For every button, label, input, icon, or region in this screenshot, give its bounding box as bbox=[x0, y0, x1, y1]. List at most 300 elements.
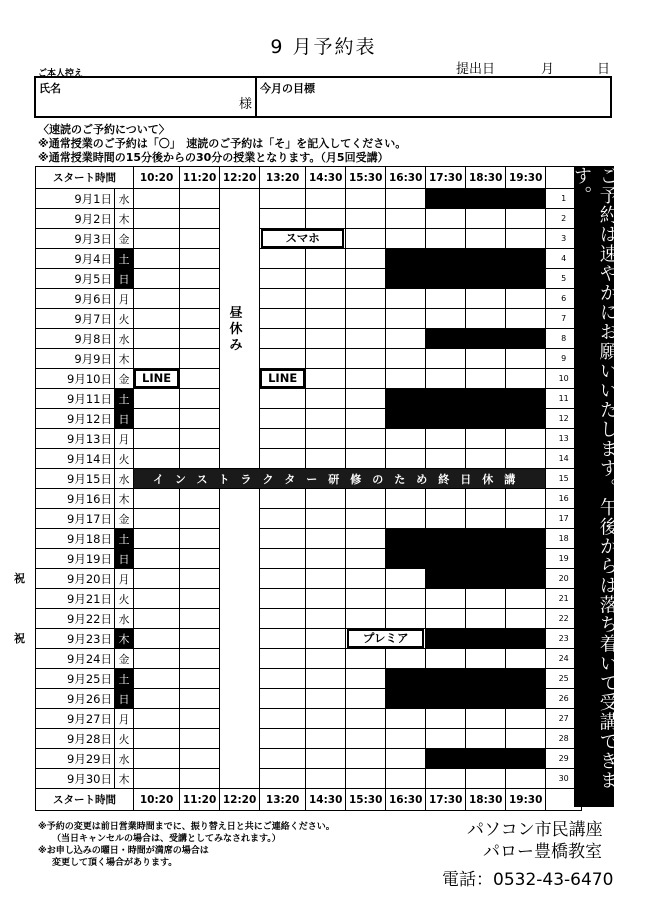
time-slot[interactable] bbox=[506, 429, 546, 449]
time-slot[interactable] bbox=[386, 769, 426, 789]
time-slot[interactable] bbox=[180, 209, 220, 229]
schedule-row bbox=[36, 209, 582, 229]
time-slot[interactable] bbox=[346, 269, 386, 289]
closed-day-banner: インストラクター研修のため終日休講 bbox=[134, 469, 546, 489]
page-title: 9 月予約表 bbox=[270, 36, 377, 58]
row-date: 9月1日 bbox=[36, 189, 115, 209]
time-slot[interactable] bbox=[134, 689, 180, 709]
schedule-row bbox=[36, 189, 582, 209]
time-slot[interactable] bbox=[134, 589, 180, 609]
row-number: 15 bbox=[546, 469, 582, 489]
class-tag: スマホ bbox=[261, 229, 344, 248]
time-slot[interactable] bbox=[306, 669, 346, 689]
time-slot[interactable] bbox=[426, 209, 466, 229]
row-number: 9 bbox=[546, 349, 582, 369]
footnote-line: ※お申し込みの曜日・時間が満席の場合は bbox=[38, 846, 209, 856]
time-slot[interactable] bbox=[466, 649, 506, 669]
time-slot[interactable] bbox=[466, 609, 506, 629]
time-slot[interactable] bbox=[134, 709, 180, 729]
row-weekday: 月 bbox=[115, 569, 134, 589]
time-slot[interactable] bbox=[306, 629, 346, 649]
time-slot[interactable] bbox=[306, 309, 346, 329]
time-slot[interactable] bbox=[466, 429, 506, 449]
time-slot[interactable] bbox=[260, 229, 346, 249]
time-slot[interactable] bbox=[134, 329, 180, 349]
time-slot[interactable] bbox=[134, 429, 180, 449]
time-slot[interactable] bbox=[426, 429, 466, 449]
row-date: 9月12日 bbox=[36, 409, 115, 429]
time-slot[interactable] bbox=[180, 509, 220, 529]
time-slot[interactable] bbox=[306, 369, 346, 389]
time-slot[interactable] bbox=[134, 729, 180, 749]
time-slot[interactable] bbox=[134, 249, 180, 269]
time-slot[interactable] bbox=[180, 669, 220, 689]
row-number: 17 bbox=[546, 509, 582, 529]
row-date: 9月11日 bbox=[36, 389, 115, 409]
time-slot[interactable] bbox=[180, 609, 220, 629]
header-row-top bbox=[36, 167, 582, 189]
time-slot[interactable] bbox=[260, 449, 306, 469]
time-slot[interactable] bbox=[386, 749, 426, 769]
time-slot[interactable] bbox=[306, 689, 346, 709]
time-header: 19:30 bbox=[506, 789, 546, 811]
time-slot[interactable] bbox=[134, 529, 180, 549]
time-slot[interactable] bbox=[506, 589, 546, 609]
time-slot[interactable] bbox=[466, 589, 506, 609]
time-slot[interactable] bbox=[346, 589, 386, 609]
time-header: 16:30 bbox=[386, 789, 426, 811]
time-slot[interactable] bbox=[134, 629, 180, 649]
time-slot[interactable] bbox=[426, 509, 466, 529]
booked-slot bbox=[386, 669, 426, 689]
time-slot[interactable] bbox=[134, 489, 180, 509]
time-slot[interactable] bbox=[260, 329, 306, 349]
class-tag: プレミア bbox=[347, 629, 424, 648]
booked-slot bbox=[466, 629, 506, 649]
time-slot[interactable] bbox=[386, 509, 426, 529]
time-slot[interactable] bbox=[180, 629, 220, 649]
time-slot[interactable] bbox=[306, 569, 346, 589]
row-number: 26 bbox=[546, 689, 582, 709]
row-date: 9月6日 bbox=[36, 289, 115, 309]
time-slot[interactable] bbox=[426, 729, 466, 749]
time-slot[interactable] bbox=[466, 729, 506, 749]
time-slot[interactable] bbox=[466, 289, 506, 309]
booked-slot bbox=[426, 269, 466, 289]
time-slot[interactable] bbox=[134, 669, 180, 689]
time-slot[interactable] bbox=[386, 729, 426, 749]
time-slot[interactable] bbox=[346, 349, 386, 369]
row-weekday: 日 bbox=[115, 689, 134, 709]
time-slot[interactable] bbox=[134, 449, 180, 469]
time-slot[interactable] bbox=[386, 229, 426, 249]
time-slot[interactable] bbox=[426, 649, 466, 669]
time-slot[interactable] bbox=[466, 449, 506, 469]
time-slot[interactable] bbox=[386, 649, 426, 669]
time-slot[interactable] bbox=[134, 569, 180, 589]
time-slot[interactable] bbox=[466, 309, 506, 329]
time-slot[interactable] bbox=[306, 509, 346, 529]
row-number: 18 bbox=[546, 529, 582, 549]
time-slot[interactable] bbox=[180, 389, 220, 409]
time-slot[interactable] bbox=[260, 429, 306, 449]
time-slot[interactable] bbox=[134, 289, 180, 309]
row-number: 19 bbox=[546, 549, 582, 569]
schedule-row bbox=[36, 549, 582, 569]
time-slot[interactable] bbox=[346, 509, 386, 529]
time-slot[interactable] bbox=[306, 769, 346, 789]
time-slot[interactable] bbox=[134, 209, 180, 229]
row-number: 14 bbox=[546, 449, 582, 469]
time-header: 13:20 bbox=[260, 167, 306, 189]
time-slot[interactable] bbox=[506, 309, 546, 329]
row-weekday: 金 bbox=[115, 509, 134, 529]
row-number: 20 bbox=[546, 569, 582, 589]
time-slot[interactable] bbox=[506, 449, 546, 469]
time-slot[interactable] bbox=[346, 769, 386, 789]
time-slot[interactable] bbox=[506, 289, 546, 309]
time-slot[interactable] bbox=[260, 349, 306, 369]
time-slot[interactable] bbox=[426, 609, 466, 629]
time-slot[interactable] bbox=[134, 769, 180, 789]
booked-slot bbox=[506, 689, 546, 709]
time-slot[interactable] bbox=[346, 749, 386, 769]
time-slot[interactable] bbox=[260, 489, 306, 509]
time-slot[interactable] bbox=[346, 689, 386, 709]
time-slot[interactable] bbox=[346, 649, 386, 669]
time-slot[interactable] bbox=[346, 549, 386, 569]
time-slot[interactable] bbox=[426, 289, 466, 309]
schedule-row bbox=[36, 469, 582, 489]
time-slot[interactable] bbox=[346, 249, 386, 269]
time-slot[interactable] bbox=[306, 249, 346, 269]
time-slot[interactable] bbox=[466, 209, 506, 229]
schedule-row bbox=[36, 509, 582, 529]
time-slot[interactable] bbox=[426, 489, 466, 509]
time-slot[interactable] bbox=[426, 589, 466, 609]
time-slot[interactable] bbox=[306, 749, 346, 769]
time-slot[interactable] bbox=[180, 729, 220, 749]
time-slot[interactable] bbox=[260, 189, 306, 209]
time-slot[interactable] bbox=[506, 769, 546, 789]
time-slot[interactable] bbox=[180, 249, 220, 269]
time-slot[interactable] bbox=[346, 409, 386, 429]
time-slot[interactable] bbox=[386, 349, 426, 369]
time-slot[interactable] bbox=[346, 729, 386, 749]
time-slot[interactable] bbox=[306, 709, 346, 729]
time-slot[interactable] bbox=[346, 309, 386, 329]
row-number: 7 bbox=[546, 309, 582, 329]
booked-slot bbox=[466, 409, 506, 429]
time-slot[interactable] bbox=[346, 229, 386, 249]
time-slot[interactable] bbox=[134, 349, 180, 369]
row-weekday: 金 bbox=[115, 229, 134, 249]
time-slot[interactable] bbox=[386, 209, 426, 229]
time-slot[interactable] bbox=[306, 389, 346, 409]
time-slot[interactable] bbox=[134, 409, 180, 429]
time-slot[interactable] bbox=[306, 609, 346, 629]
time-slot[interactable] bbox=[346, 289, 386, 309]
time-slot[interactable] bbox=[386, 449, 426, 469]
footnote-line: （当日キャンセルの場合は、受講としてみなされます。） bbox=[52, 834, 281, 844]
time-slot[interactable] bbox=[386, 489, 426, 509]
footnote-line: ※予約の変更は前日営業時間までに、振り替え日と共にご連絡ください。 bbox=[38, 822, 335, 832]
schedule-row bbox=[36, 329, 582, 349]
booked-slot bbox=[466, 689, 506, 709]
start-time-header: スタート時間 bbox=[36, 789, 134, 811]
time-slot[interactable] bbox=[180, 589, 220, 609]
booked-slot bbox=[426, 409, 466, 429]
time-slot[interactable] bbox=[260, 609, 306, 629]
time-slot[interactable] bbox=[346, 209, 386, 229]
time-slot[interactable] bbox=[506, 729, 546, 749]
time-slot[interactable] bbox=[260, 769, 306, 789]
time-header: 19:30 bbox=[506, 167, 546, 189]
time-slot[interactable] bbox=[426, 229, 466, 249]
time-slot[interactable] bbox=[180, 229, 220, 249]
time-slot[interactable] bbox=[306, 409, 346, 429]
time-slot[interactable] bbox=[180, 709, 220, 729]
booked-slot bbox=[506, 529, 546, 549]
time-slot[interactable] bbox=[134, 509, 180, 529]
time-slot[interactable] bbox=[346, 629, 426, 649]
time-slot[interactable] bbox=[180, 569, 220, 589]
row-number: 11 bbox=[546, 389, 582, 409]
row-date: 9月18日 bbox=[36, 529, 115, 549]
time-slot[interactable] bbox=[180, 309, 220, 329]
time-slot[interactable] bbox=[466, 229, 506, 249]
time-slot[interactable] bbox=[466, 489, 506, 509]
time-slot[interactable] bbox=[306, 209, 346, 229]
time-slot[interactable] bbox=[134, 369, 180, 389]
time-slot[interactable] bbox=[346, 369, 386, 389]
time-slot[interactable] bbox=[426, 449, 466, 469]
row-date: 9月15日 bbox=[36, 469, 115, 489]
time-slot[interactable] bbox=[466, 369, 506, 389]
time-slot[interactable] bbox=[386, 329, 426, 349]
time-slot[interactable] bbox=[506, 509, 546, 529]
time-slot[interactable] bbox=[506, 649, 546, 669]
booked-slot bbox=[386, 409, 426, 429]
time-slot[interactable] bbox=[260, 729, 306, 749]
time-slot[interactable] bbox=[260, 629, 306, 649]
time-slot[interactable] bbox=[260, 549, 306, 569]
time-slot[interactable] bbox=[346, 709, 386, 729]
time-slot[interactable] bbox=[306, 729, 346, 749]
schedule-row bbox=[36, 409, 582, 429]
time-slot[interactable] bbox=[426, 349, 466, 369]
time-slot[interactable] bbox=[180, 409, 220, 429]
time-slot[interactable] bbox=[466, 349, 506, 369]
row-weekday: 火 bbox=[115, 729, 134, 749]
row-weekday: 日 bbox=[115, 269, 134, 289]
time-slot[interactable] bbox=[180, 349, 220, 369]
time-slot[interactable] bbox=[306, 329, 346, 349]
time-slot[interactable] bbox=[260, 269, 306, 289]
time-slot[interactable] bbox=[386, 369, 426, 389]
time-slot[interactable] bbox=[260, 289, 306, 309]
time-slot[interactable] bbox=[180, 529, 220, 549]
time-slot[interactable] bbox=[260, 389, 306, 409]
time-slot[interactable] bbox=[466, 509, 506, 529]
time-slot[interactable] bbox=[426, 769, 466, 789]
row-weekday: 水 bbox=[115, 469, 134, 489]
row-date: 9月7日 bbox=[36, 309, 115, 329]
row-date: 9月8日 bbox=[36, 329, 115, 349]
time-slot[interactable] bbox=[306, 649, 346, 669]
time-slot[interactable] bbox=[260, 249, 306, 269]
time-slot[interactable] bbox=[386, 569, 426, 589]
time-slot[interactable] bbox=[466, 709, 506, 729]
time-slot[interactable] bbox=[386, 709, 426, 729]
start-time-header: スタート時間 bbox=[36, 167, 134, 189]
time-slot[interactable] bbox=[134, 269, 180, 289]
booked-slot bbox=[386, 529, 426, 549]
row-date: 9月13日 bbox=[36, 429, 115, 449]
time-slot[interactable] bbox=[180, 489, 220, 509]
row-number: 27 bbox=[546, 709, 582, 729]
time-slot[interactable] bbox=[134, 389, 180, 409]
time-slot[interactable] bbox=[180, 689, 220, 709]
schedule-row bbox=[36, 589, 582, 609]
time-slot[interactable] bbox=[180, 429, 220, 449]
time-slot[interactable] bbox=[134, 649, 180, 669]
time-slot[interactable] bbox=[260, 409, 306, 429]
time-slot[interactable] bbox=[306, 429, 346, 449]
row-date: 9月3日 bbox=[36, 229, 115, 249]
time-slot[interactable] bbox=[506, 209, 546, 229]
time-slot[interactable] bbox=[260, 209, 306, 229]
time-slot[interactable] bbox=[134, 229, 180, 249]
time-slot[interactable] bbox=[386, 309, 426, 329]
time-slot[interactable] bbox=[180, 289, 220, 309]
time-slot[interactable] bbox=[426, 369, 466, 389]
time-slot[interactable] bbox=[386, 189, 426, 209]
time-slot[interactable] bbox=[506, 229, 546, 249]
time-slot[interactable] bbox=[346, 329, 386, 349]
schedule-row bbox=[36, 569, 582, 589]
time-slot[interactable] bbox=[346, 389, 386, 409]
time-slot[interactable] bbox=[260, 569, 306, 589]
row-weekday: 火 bbox=[115, 449, 134, 469]
time-slot[interactable] bbox=[134, 549, 180, 569]
time-slot[interactable] bbox=[180, 189, 220, 209]
time-slot[interactable] bbox=[506, 609, 546, 629]
time-slot[interactable] bbox=[426, 709, 466, 729]
time-slot[interactable] bbox=[506, 489, 546, 509]
time-slot[interactable] bbox=[180, 329, 220, 349]
time-slot[interactable] bbox=[346, 429, 386, 449]
time-slot[interactable] bbox=[134, 309, 180, 329]
row-weekday: 木 bbox=[115, 629, 134, 649]
time-slot[interactable] bbox=[180, 749, 220, 769]
box-divider bbox=[255, 78, 257, 116]
time-slot[interactable] bbox=[386, 429, 426, 449]
time-slot[interactable] bbox=[306, 449, 346, 469]
row-weekday: 火 bbox=[115, 309, 134, 329]
schedule-row bbox=[36, 529, 582, 549]
schedule-row bbox=[36, 289, 582, 309]
row-weekday: 水 bbox=[115, 609, 134, 629]
row-weekday: 金 bbox=[115, 369, 134, 389]
time-slot[interactable] bbox=[180, 649, 220, 669]
time-slot[interactable] bbox=[506, 709, 546, 729]
time-slot[interactable] bbox=[260, 749, 306, 769]
time-slot[interactable] bbox=[306, 269, 346, 289]
time-slot[interactable] bbox=[180, 449, 220, 469]
time-slot[interactable] bbox=[306, 529, 346, 549]
row-date: 9月10日 bbox=[36, 369, 115, 389]
footnote-line: 変更して頂く場合があります。 bbox=[52, 858, 178, 868]
time-slot[interactable] bbox=[260, 589, 306, 609]
row-number: 6 bbox=[546, 289, 582, 309]
time-slot[interactable] bbox=[346, 569, 386, 589]
time-slot[interactable] bbox=[346, 489, 386, 509]
time-slot[interactable] bbox=[260, 669, 306, 689]
time-slot[interactable] bbox=[306, 549, 346, 569]
time-slot[interactable] bbox=[180, 549, 220, 569]
time-slot[interactable] bbox=[386, 289, 426, 309]
time-slot[interactable] bbox=[306, 489, 346, 509]
time-slot[interactable] bbox=[346, 449, 386, 469]
time-slot[interactable] bbox=[346, 529, 386, 549]
time-slot[interactable] bbox=[260, 369, 306, 389]
time-slot[interactable] bbox=[426, 309, 466, 329]
time-slot[interactable] bbox=[260, 509, 306, 529]
row-weekday: 木 bbox=[115, 769, 134, 789]
booked-slot bbox=[426, 529, 466, 549]
time-slot[interactable] bbox=[386, 609, 426, 629]
time-slot[interactable] bbox=[346, 189, 386, 209]
time-slot[interactable] bbox=[180, 269, 220, 289]
time-slot[interactable] bbox=[180, 369, 220, 389]
time-slot[interactable] bbox=[134, 189, 180, 209]
note-line: ※通常授業のご予約は「〇」 速読のご予約は「そ」を記入してください。 bbox=[38, 137, 407, 150]
time-slot[interactable] bbox=[346, 609, 386, 629]
row-weekday: 土 bbox=[115, 529, 134, 549]
time-header: 11:20 bbox=[180, 167, 220, 189]
row-weekday: 土 bbox=[115, 389, 134, 409]
time-slot[interactable] bbox=[346, 669, 386, 689]
booked-slot bbox=[426, 749, 466, 769]
time-slot[interactable] bbox=[386, 589, 426, 609]
time-slot[interactable] bbox=[306, 589, 346, 609]
time-slot[interactable] bbox=[180, 769, 220, 789]
school-phone: 電話：0532-43-6470 bbox=[442, 870, 614, 890]
time-slot[interactable] bbox=[466, 769, 506, 789]
goal-label: 今月の目標 bbox=[260, 82, 315, 95]
time-header: 17:30 bbox=[426, 167, 466, 189]
time-header: 11:20 bbox=[180, 789, 220, 811]
time-slot[interactable] bbox=[260, 529, 306, 549]
time-slot[interactable] bbox=[506, 349, 546, 369]
time-slot[interactable] bbox=[260, 709, 306, 729]
schedule-row bbox=[36, 609, 582, 629]
time-slot[interactable] bbox=[260, 649, 306, 669]
row-weekday: 火 bbox=[115, 589, 134, 609]
submit-date-label: 提出日 bbox=[456, 62, 496, 77]
note-line: ※通常授業時間の15分後からの30分の授業となります。（月5回受講） bbox=[38, 151, 389, 164]
time-slot[interactable] bbox=[306, 189, 346, 209]
time-slot[interactable] bbox=[134, 609, 180, 629]
time-slot[interactable] bbox=[306, 349, 346, 369]
time-slot[interactable] bbox=[260, 309, 306, 329]
time-slot[interactable] bbox=[306, 289, 346, 309]
time-slot[interactable] bbox=[260, 689, 306, 709]
time-slot[interactable] bbox=[134, 749, 180, 769]
time-slot[interactable] bbox=[506, 369, 546, 389]
booked-slot bbox=[426, 389, 466, 409]
